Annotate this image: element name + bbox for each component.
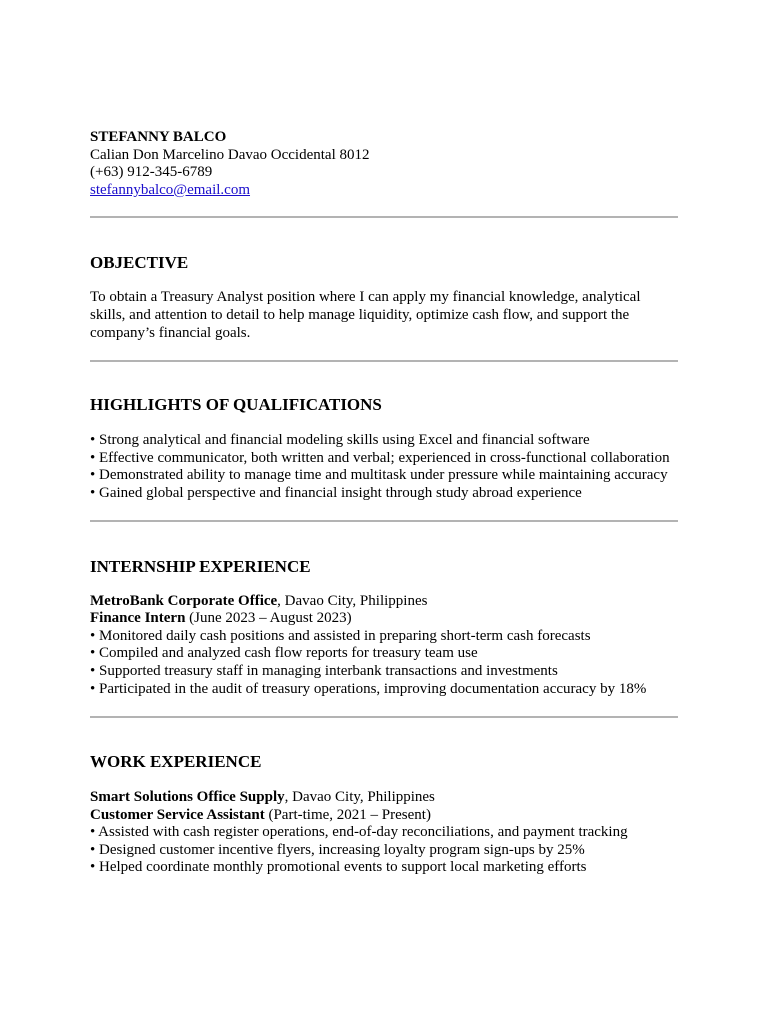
work-heading: WORK EXPERIENCE: [90, 752, 262, 772]
contact-address: Calian Don Marcelino Davao Occidental 8012: [90, 146, 370, 163]
candidate-name: STEFANNY BALCO: [90, 129, 227, 145]
list-item: • Gained global perspective and financial insight through study abroad experience: [90, 484, 582, 501]
resume-document: [90, 129, 678, 877]
list-item: • Demonstrated ability to manage time and multitask under pressure while maintaining accuracy: [90, 467, 668, 484]
list-item: • Supported treasury staff in managing interbank transactions and investments: [90, 662, 558, 679]
list-item: • Designed customer incentive flyers, increasing loyalty program sign-ups by 25%: [90, 841, 585, 858]
internship-position: [90, 610, 678, 628]
internship-role: Finance Intern: [90, 610, 186, 627]
work-employer: [90, 789, 678, 807]
work-period: (Part-time, 2021 – Present): [264, 806, 431, 823]
list-item: • Monitored daily cash positions and assisted in preparing short-term cash forecasts: [90, 627, 591, 644]
list-item: • Strong analytical and financial modeling skills using Excel and financial software: [90, 432, 590, 449]
work-role: Customer Service Assistant: [90, 806, 265, 823]
work-duties-list: [90, 824, 678, 877]
internship-employer: [90, 593, 678, 611]
internship-heading: INTERNSHIP EXPERIENCE: [90, 556, 311, 576]
work-position: [90, 807, 678, 825]
objective-text: To obtain a Treasury Analyst position where I can apply my financial knowledge, analytical skills, and attention to detail to help manage liquidity, optimize cash flow, and support the company’s financial goals.: [90, 289, 641, 341]
list-item: • Effective communicator, both written and verbal; experienced in cross-functional collaboration: [90, 449, 670, 466]
internship-period: (June 2023 – August 2023): [185, 610, 352, 627]
list-item: • Assisted with cash register operations, end-of-day reconciliations, and payment tracking: [90, 824, 628, 841]
highlights-heading: HIGHLIGHTS OF QUALIFICATIONS: [90, 395, 382, 415]
internship-duties-list: [90, 628, 678, 698]
work-company: Smart Solutions Office Supply: [90, 789, 285, 806]
internship-location: , Davao City, Philippines: [277, 592, 428, 609]
work-location: , Davao City, Philippines: [284, 789, 435, 806]
highlights-list: [90, 432, 678, 502]
list-item: • Participated in the audit of treasury operations, improving documentation accuracy by 18%: [90, 680, 647, 697]
list-item: • Helped coordinate monthly promotional events to support local marketing efforts: [90, 859, 587, 876]
objective-heading: OBJECTIVE: [90, 253, 189, 273]
contact-block: [90, 129, 678, 199]
contact-phone: (+63) 912-345-6789: [90, 164, 213, 181]
internship-company: MetroBank Corporate Office: [90, 592, 278, 609]
contact-email-link[interactable]: stefannybalco@email.com: [90, 181, 251, 198]
list-item: • Compiled and analyzed cash flow reports for treasury team use: [90, 645, 478, 662]
